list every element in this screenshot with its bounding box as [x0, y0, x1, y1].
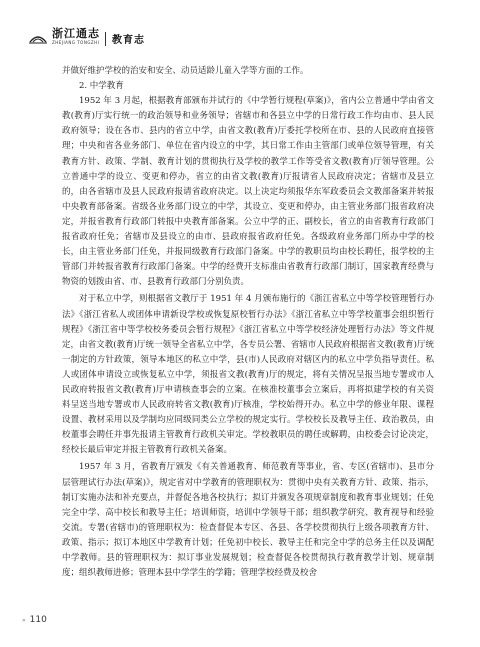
logo-title: 浙江通志 [52, 27, 100, 40]
paragraph-continuation: 并做好维护学校的治安和安全、动员适龄儿童入学等方面的工作。 [62, 66, 309, 76]
header-divider [105, 32, 106, 46]
paragraph: 对于私立中学，则根据省文教厅于 1951 年 4 月颁布施行的《浙江省私立中等学校管理暂行办法》《浙江省私人或团体申请新设学校或恢复原校暂行办法》《浙江省私立中等学校董事会组织暂行规程》《浙江省中等学校校务委员会暂行规程》《浙江省私立中等学校经济处理暂行办法》等文件规定，由省文教(教育)厅统一领导全省私立中学，各专员公署、省辖市人民政府根据省文教(教育)厅统一制定的方针政策，领导本地区的私立中学，县(市)人民政府对辖区内的私立中学负指导责任。私人或团体申请设立或恢复私立中学，须报省文教(教育)厅的规定，将有关情况呈报当地专署或市人民政府转报省文教(教育)厅申请核查事会的立案。在核准校董事会立案后，再将拟建学校的有关资料呈送当地专署或市人民政府转省文教(教育)厅核准，学校始得开办。私立中学的修业年限、课程设置、教材采用以及学制均应同级同类公立学校的规定实行。学校校长及教导主任、政治教员，由校董事会聘任并事先报请主管教育行政机关审定。学校教职员的聘任或解聘，由校委会讨论决定，经校长最后审定并报主管教育行政机关备案。 [62, 294, 434, 456]
body-text [62, 64, 434, 581]
page-footer [22, 615, 47, 625]
section-heading: 2. 中学教育 [79, 81, 124, 92]
seal-icon [28, 29, 48, 45]
page-header [0, 0, 480, 58]
paragraph: 1952 年 3 月起，根据教育部颁布并试行的《中学暂行规程(草案)》，省内公立普通中学由省文教(教育)厅实行统一的政治领导和业务领导；省辖市和各县立中学的日常行政工作均由市、县人民政府领导；设在各市、县内的省立中学，由省文教(教育)厅委托学校所在市、县的人民政府直接管理；中央和省各业务部门、单位在省内设立的中学，其日常工作由主管部门或单位领导管理，有关教育方针、政策、学制、教育计划的贯彻执行及学校的教学工作等受省文教(教育)厅领导管理。公立普通中学的设立、变更和停办，省立的由省文教(教育)厅报请省人民政府决定；省辖市及县立的，由各省辖市及县人民政府报请省政府决定。以上决定均须报华东军政委员会文教部备案并转报中央教育部备案。省级各业务部门设立的中学，其设立、变更和停办，由主管业务部门报省政府决定，并报省教育行政部门转报中央教育部备案。公立中学的正、副校长，省立的由省教育行政部门报省政府任免；省辖市及县设立的由市、县政府报省政府任免。各级政府业务部门所办中学的校长，由主管业务部门任免，并报同级教育行政部门备案。中学的教职员均由校长聘任，报学校的主管部门并转报省教育行政部门备案。中学的经费开支标准由省教育行政部门制订，国家教育经费与物资的划拨由省、市、县教育行政部门分别负责。 [62, 96, 434, 288]
logo-subtitle: ZHEJIANG TONGZHI [52, 40, 100, 45]
book-logo [28, 28, 100, 45]
footer-arrow-icon: » [22, 616, 26, 624]
section-title: 教育志 [112, 35, 145, 46]
page-number: 110 [29, 615, 47, 625]
paragraph: 1957 年 3 月，省教育厅颁发《有关普通教育、师范教育等事业，省、专区(省辖市)、县市分层管理试行办法(草案)》，规定省对中学教育的管理职权为：贯彻中央有关教育方针、政策、指示，制订实施办法和补充要点，并督促各地各校执行；拟订并颁发各项规章制度和教育事业规划；任免完全中学、高中校长和教导主任；培训师资，培训中学领导干部；组织教学研究、教育视导和经验交流。专署(省辖市)的管理职权为：检查督促本专区、各县、各学校贯彻执行上级各项教育方针、政策、指示；拟订本地区中学教育计划；任免初中校长、教导主任和完全中学的总务主任以及调配中学教师。县的管理职权为：拟订事业发展规划；检查督促各校贯彻执行教育教学计划、规章制度；组织教师进修；管理本县中学学生的学籍；管理学校经费及校舍 [62, 462, 434, 579]
